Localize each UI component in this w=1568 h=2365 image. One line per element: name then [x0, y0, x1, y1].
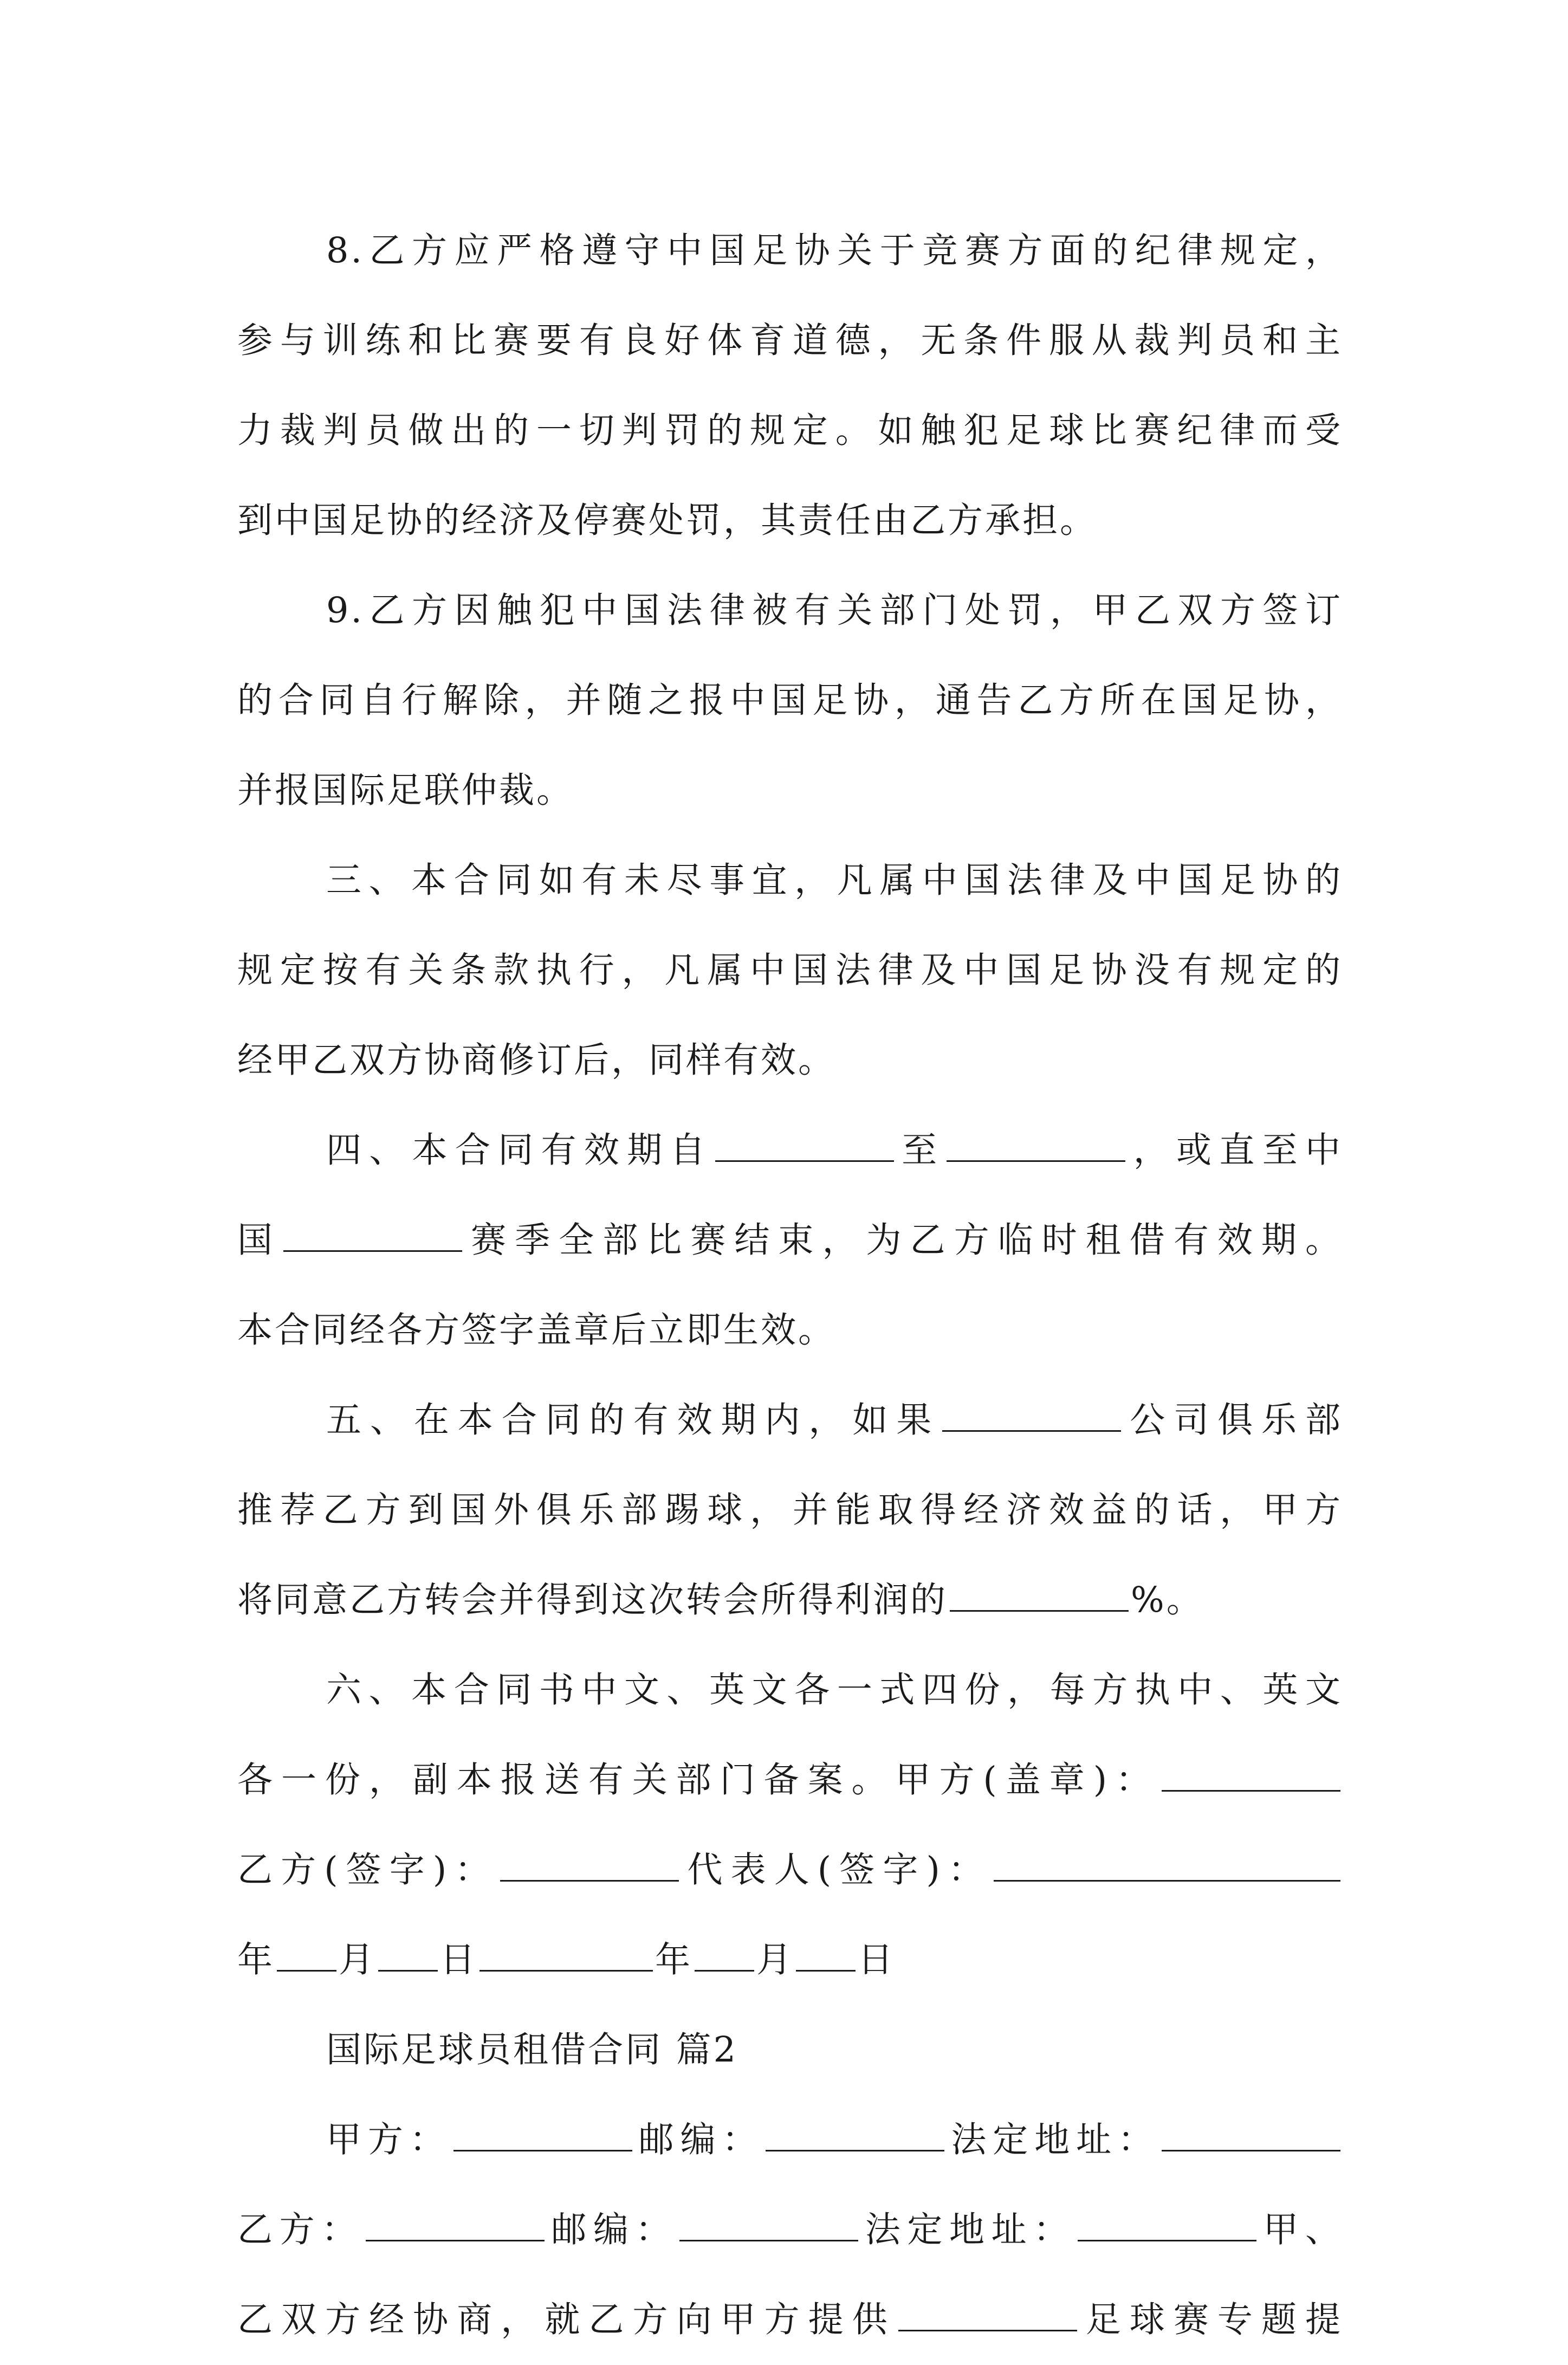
section-6-text-c: 代表人(签字)：	[681, 1850, 992, 1890]
party-line-tail: 甲、	[1258, 2209, 1343, 2250]
section-6-line-1: 六、本合同书中文、英文各一式四份，每方执中、英文	[326, 1670, 1343, 1710]
document-body	[237, 206, 1343, 2365]
party-b-address-blank	[1078, 2207, 1256, 2241]
season-blank	[283, 1218, 462, 1252]
agreement-text-b: 足球赛专题提	[1079, 2299, 1343, 2340]
agreement-text-a: 乙双方经协商，就乙方向甲方提供	[237, 2299, 896, 2340]
clause-8-line-3: 力裁判员做出的一切判罚的规定。如触犯足球比赛纪律而受	[237, 410, 1343, 451]
section-3-line-1: 三、本合同如有未尽事宜，凡属中国法律及中国足协的	[326, 860, 1343, 901]
profit-percent-blank	[950, 1578, 1129, 1612]
section-4-text-e: 赛季全部比赛结束，为乙方临时租借有效期。	[464, 1220, 1343, 1261]
party-b-zip-blank	[679, 2207, 858, 2241]
section-5-text-c: 将同意乙方转会并得到这次转会所得利润的	[237, 1580, 948, 1620]
party-b-zip-label: 邮编：	[546, 2209, 678, 2250]
section-5-line-3	[237, 1555, 1343, 1645]
date-year-1: 年	[237, 1940, 275, 1980]
party-a-name-blank	[453, 2117, 632, 2151]
contract-2-title: 国际足球员租借合同 篇2	[326, 2030, 738, 2070]
day-blank-2	[796, 1937, 856, 1972]
company-blank	[942, 1398, 1121, 1432]
section-4-line-2	[237, 1196, 1343, 1285]
section-4-text-b: 至	[896, 1130, 945, 1171]
party-b-label: 乙方：	[237, 2209, 364, 2250]
clause-9-line-1: 9.乙方因触犯中国法律被有关部门处罚，甲乙双方签订	[326, 590, 1343, 631]
match-name-blank	[898, 2297, 1077, 2331]
party-a-seal-blank	[1162, 1757, 1340, 1792]
start-date-blank	[715, 1128, 894, 1162]
section-3-line-3: 经甲乙双方协商修订后，同样有效。	[237, 1040, 836, 1081]
section-4-text-a: 四、本合同有效期自	[326, 1130, 713, 1171]
signature-date-line	[237, 1915, 1343, 2005]
party-a-address-blank	[1162, 2117, 1340, 2151]
section-5-text-a: 五、在本合同的有效期内，如果	[326, 1400, 941, 1440]
month-blank-1	[277, 1937, 336, 1972]
date-day-2: 日	[858, 1940, 896, 1980]
section-4-line-3: 本合同经各方签字盖章后立即生效。	[237, 1310, 836, 1350]
party-a-zip-label: 邮编：	[634, 2120, 764, 2160]
party-b-sign-blank	[500, 1847, 679, 1882]
party-b-line	[237, 2185, 1343, 2275]
section-6-text-b: 乙方(签字)：	[237, 1850, 498, 1890]
section-6-line-3	[237, 1825, 1343, 1915]
date-month-1: 月	[339, 1940, 377, 1980]
section-6-text-a: 各一份，副本报送有关部门备案。甲方(盖章)：	[237, 1760, 1159, 1800]
clause-8-line-2: 参与训练和比赛要有良好体育道德，无条件服从裁判员和主	[237, 320, 1343, 361]
clause-8-line-4: 到中国足协的经济及停赛处罚，其责任由乙方承担。	[237, 500, 1098, 541]
representative-sign-blank	[994, 1847, 1340, 1882]
section-5-text-b: 公司俱乐部	[1123, 1400, 1343, 1440]
section-4-line-1	[237, 1106, 1343, 1196]
party-b-address-label: 法定地址：	[860, 2209, 1075, 2250]
party-a-zip-blank	[766, 2117, 944, 2151]
date-day-1: 日	[440, 1940, 478, 1980]
clause-9-line-2: 的合同自行解除，并随之报中国足协，通告乙方所在国足协，	[237, 680, 1343, 721]
clause-9-line-3: 并报国际足联仲裁。	[237, 770, 574, 811]
month-blank-2	[695, 1937, 754, 1972]
date-month-2: 月	[756, 1940, 794, 1980]
party-a-address-label: 法定地址：	[947, 2120, 1159, 2160]
party-a-label: 甲方：	[326, 2120, 451, 2160]
section-5-line-1	[237, 1375, 1343, 1465]
section-5-text-d: %。	[1131, 1580, 1204, 1620]
section-6-line-2	[237, 1735, 1343, 1825]
party-a-line	[237, 2095, 1343, 2185]
section-3-line-2: 规定按有关条款执行，凡属中国法律及中国足协没有规定的	[237, 950, 1343, 991]
agreement-line	[237, 2275, 1343, 2365]
clause-8-line-1: 8.乙方应严格遵守中国足协关于竞赛方面的纪律规定，	[326, 230, 1343, 271]
end-date-blank	[947, 1128, 1125, 1162]
section-5-line-2: 推荐乙方到国外俱乐部踢球，并能取得经济效益的话，甲方	[237, 1490, 1343, 1530]
section-4-text-c: ，或直至中	[1128, 1130, 1343, 1171]
year-blank-2	[480, 1937, 653, 1972]
party-b-name-blank	[366, 2207, 545, 2241]
day-blank-1	[378, 1937, 438, 1972]
section-4-text-d: 国	[237, 1220, 282, 1261]
date-year-2: 年	[655, 1940, 693, 1980]
